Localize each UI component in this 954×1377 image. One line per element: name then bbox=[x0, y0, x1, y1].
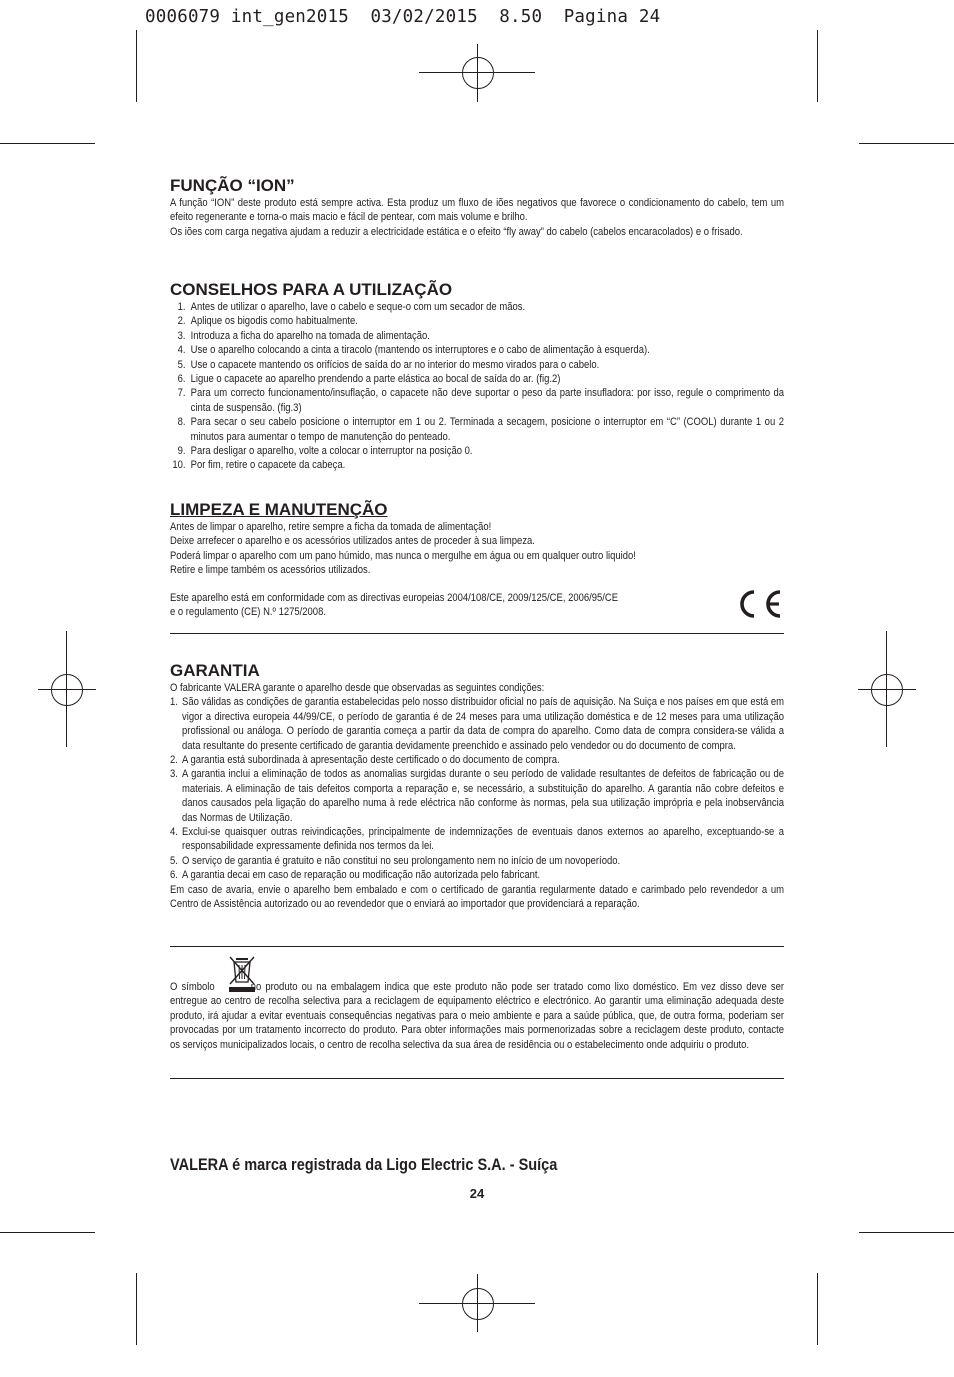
section-garantia bbox=[170, 661, 784, 912]
conselhos-list bbox=[170, 300, 784, 473]
list-item-number: 2. bbox=[170, 754, 178, 767]
list-item bbox=[170, 825, 784, 854]
list-item-number: 7. bbox=[177, 387, 186, 400]
garantia-list bbox=[170, 695, 784, 882]
limpeza-line: Poderá limpar o aparelho com um pano húmido, mas nunca o mergulhe em água ou em qualquer outro liquido! bbox=[170, 549, 636, 562]
limpeza-line: Deixe arrefecer o aparelho e os acessórios utilizados antes de proceder à sua limpeza. bbox=[170, 535, 535, 548]
list-item bbox=[170, 695, 784, 753]
garantia-body bbox=[170, 681, 784, 912]
list-item-number: 3. bbox=[177, 329, 186, 342]
list-item bbox=[170, 415, 784, 444]
list-item bbox=[170, 854, 784, 868]
weee-paragraph bbox=[170, 980, 784, 1052]
page-number: 24 bbox=[469, 1186, 485, 1201]
section-title-limpeza-text: LIMPEZA E MANUTENÇÃO bbox=[170, 500, 388, 519]
list-item bbox=[170, 767, 784, 825]
list-item-number: 5. bbox=[177, 358, 186, 371]
limpeza-line: Antes de limpar o aparelho, retire sempre a ficha da tomada de alimentação! bbox=[170, 521, 492, 533]
conformity-line: Este aparelho está em conformidade com as directivas europeias 2004/108/CE, 2009/125/CE, 2006/95/CE bbox=[170, 591, 619, 604]
list-item bbox=[170, 358, 784, 372]
weee-text bbox=[170, 954, 784, 1052]
section-title-conselhos: CONSELHOS PARA A UTILIZAÇÃO bbox=[170, 280, 453, 299]
conselhos-list-wrapper bbox=[170, 300, 784, 473]
list-item-number: 4. bbox=[177, 344, 186, 357]
list-item-number: 10. bbox=[172, 459, 186, 472]
ion-body bbox=[170, 196, 784, 239]
list-item-number: 8. bbox=[177, 416, 186, 429]
limpeza-body bbox=[170, 520, 784, 578]
list-item-number: 5. bbox=[170, 854, 178, 867]
list-item-number: 1. bbox=[177, 301, 186, 313]
list-item-text: Antes de utilizar o aparelho, lave o cabelo e seque-o com um secador de mãos. bbox=[190, 301, 526, 313]
list-item bbox=[170, 314, 784, 328]
list-item-text: Use o aparelho colocando a cinta a tiracolo (mantendo os interruptores e o cabo de alimentação à esquerda). bbox=[190, 344, 650, 357]
list-item-number: 6. bbox=[170, 869, 178, 882]
divider bbox=[170, 946, 784, 947]
list-item bbox=[170, 753, 784, 767]
garantia-intro: O fabricante VALERA garante o aparelho desde que observadas as seguintes condições: bbox=[170, 682, 545, 694]
brand-statement: VALERA é marca registrada da Ligo Electric S.A. - Suíça bbox=[170, 1156, 558, 1174]
weee-body: no produto ou na embalagem indica que este produto não pode ser tratado como lixo doméstico. Em vez disso deve ser entregue ao centro de recolha selectiva para a reciclagem de equipamento eléctrico e electrónico. Ao garantir uma eliminação adequada deste produto, irá ajudar a evitar eventuais consequências negativas para o meio ambiente e para a saúde pública, que, de outra forma, poderiam ser provocadas por um tratamento incorrecto do produto. Para obter informações mais pormenorizadas sobre a reciclagem deste produto, contacte os serviços municipalizados locais, o centro de recolha selectiva da sua área de residência ou o estabelecimento onde adquiriu o produto. bbox=[170, 981, 785, 1051]
list-item-text: Exclui-se quaisquer outras reivindicações, principalmente de indemnizações de eventuais danos externos ao aparelho, exceptuando-se a responsabilidade expressamente definida nos termos da lei. bbox=[182, 826, 785, 853]
ion-paragraph: A função “ION” deste produto está sempre activa. Esta produz um fluxo de iões negativos que favorece o condicionamento do cabelo, tem um efeito regenerante e torna-o mais macio e fácil de pentear, com mais volume e brilho. bbox=[170, 197, 785, 224]
section-title-ion: FUNÇÃO “ION” bbox=[170, 176, 295, 195]
list-item-text: Para secar o seu cabelo posicione o interruptor em 1 ou 2. Terminada a secagem, posicione o interruptor em “C” (COOL) durante 1 ou 2 minutos para aumentar o tempo de manutenção do penteado. bbox=[190, 416, 785, 443]
list-item-text: A garantia inclui a eliminação de todos as anomalias surgidas durante o seu período de validade resultantes de defeitos de fabricação ou de materiais. A eliminação de tais defeitos comporta a reparação e, se necessário, a substituição do aparelho. A garantia não cobre defeitos e danos causados pela ligação do aparelho numa à rede eléctrica não conforme às normas, pela sua utilização imprópria e pela inobservância das Normas de Utilização. bbox=[182, 768, 785, 824]
list-item-text: O serviço de garantia é gratuito e não constitui no seu prolongamento nem no início de um novoperíodo. bbox=[182, 854, 621, 867]
list-item bbox=[170, 386, 784, 415]
list-item-number: 3. bbox=[170, 768, 178, 781]
list-item bbox=[170, 300, 784, 314]
list-item-text: Ligue o capacete ao aparelho prendendo a parte elástica ao bocal de saída do ar. (fig.2) bbox=[190, 373, 561, 386]
section-limpeza bbox=[170, 500, 784, 619]
section-title-garantia: GARANTIA bbox=[170, 661, 260, 680]
list-item-number: 2. bbox=[177, 315, 186, 328]
list-item bbox=[170, 458, 784, 472]
ion-paragraph: Os iões com carga negativa ajudam a reduzir a electricidade estática e o efeito “fly away” do cabelo (cabelos encaracolados) e o frisado. bbox=[170, 225, 743, 238]
ce-mark-icon bbox=[732, 586, 786, 622]
list-item-text: Use o capacete mantendo os orifícios de saída do ar no interior do mesmo virados para o cabelo. bbox=[190, 358, 600, 371]
list-item-text: Para desligar o aparelho, volte a colocar o interruptor na posição 0. bbox=[190, 445, 473, 458]
list-item bbox=[170, 329, 784, 343]
divider bbox=[170, 1078, 784, 1079]
limpeza-line: Retire e limpe também os acessórios utilizados. bbox=[170, 564, 371, 577]
list-item bbox=[170, 868, 784, 882]
list-item bbox=[170, 372, 784, 386]
list-item-text: Para um correcto funcionamento/insuflação, o capacete não deve suportar o peso da parte insufladora: por isso, regule o comprimento da cinta de suspensão. (fig.3) bbox=[190, 387, 785, 414]
list-item-text: Por fim, retire o capacete da cabeça. bbox=[190, 459, 346, 472]
divider bbox=[170, 633, 784, 634]
list-item-text: Aplique os bigodis como habitualmente. bbox=[190, 315, 358, 328]
list-item-number: 9. bbox=[177, 445, 186, 458]
section-ion bbox=[170, 176, 784, 239]
list-item-text: Introduza a ficha do aparelho na tomada de alimentação. bbox=[190, 329, 430, 342]
list-item-text: São válidas as condições de garantia estabelecidas pelo nosso distribuidor oficial no país de aquisição. Na Suiça e nos países em que está em vigor a directiva europeia 44/99/CE, o período de garantia é de 24 meses para uma utilização doméstica e de 12 meses para uma utilização profissional ou análoga. O período de garantia começa a partir da data de compra do aparelho. Como data de compra considera-se válida a data resultante do presente certificado de garantia devidamente preenchido e assinado pelo vendedor ou do documento de compra. bbox=[182, 696, 785, 752]
weee-prefix: O símbolo bbox=[170, 981, 215, 993]
conformity-line: e o regulamento (CE) N.º 1275/2008. bbox=[170, 606, 326, 619]
list-item-text: A garantia está subordinada à apresentação deste certificado o do documento de compra. bbox=[182, 754, 560, 767]
section-weee bbox=[170, 954, 784, 1052]
list-item-number: 1. bbox=[170, 696, 178, 709]
print-slug: 0006079 int_gen2015 03/02/2015 8.50 Pagina 24 bbox=[145, 7, 661, 27]
list-item-text: A garantia decai em caso de reparação ou modificação não autorizada pelo fabricant. bbox=[182, 869, 541, 882]
list-item-number: 6. bbox=[177, 373, 186, 386]
conformity-text bbox=[170, 591, 784, 620]
garantia-outro: Em caso de avaria, envie o aparelho bem embalado e com o certificado de garantia regularmente datado e carimbado pelo revendedor a um Centro de Assistência autorizado ou ao revendedor que o enviará ao importador que providenciará a reparação. bbox=[170, 883, 785, 911]
list-item-number: 4. bbox=[170, 826, 178, 839]
section-conselhos bbox=[170, 280, 784, 473]
section-title-limpeza bbox=[170, 500, 784, 520]
list-item bbox=[170, 343, 784, 357]
list-item bbox=[170, 444, 784, 458]
